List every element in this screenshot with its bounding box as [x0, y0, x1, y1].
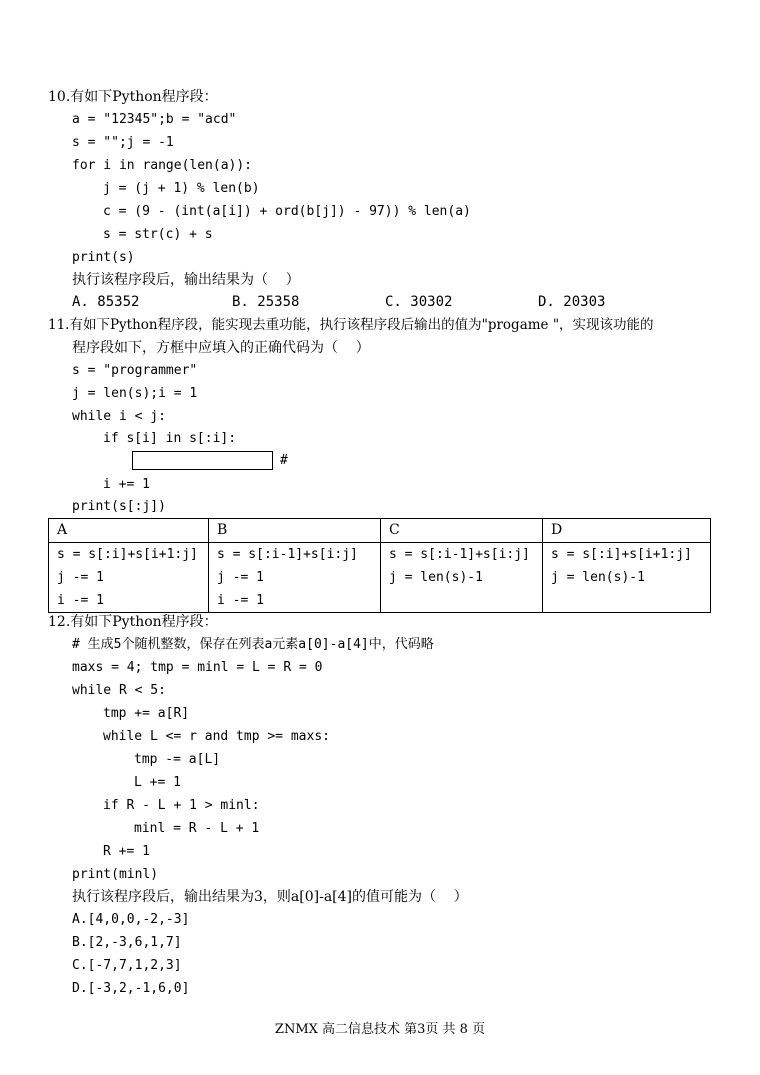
- table-cell-b: [209, 543, 381, 613]
- table-cell-d: [543, 543, 711, 613]
- cell-line: s = s[:i-1]+s[i:j]: [217, 547, 358, 562]
- cell-line: s = s[:i]+s[i+1:j]: [57, 547, 198, 562]
- q12-code-line: print(minl): [72, 867, 159, 882]
- q11-code-line: i += 1: [103, 477, 150, 492]
- cell-line: s = s[:i]+s[i+1:j]: [551, 547, 692, 562]
- q12-option-c: C.[-7,7,1,2,3]: [72, 958, 182, 973]
- q11-title-cont: 程序段如下，方框中应填入的正确代码为（ ）: [72, 340, 370, 356]
- table-header-c: C: [381, 519, 543, 543]
- q11-code-line: print(s[:j]): [72, 499, 166, 514]
- cell-line: j -= 1: [217, 570, 264, 585]
- q12-code-line: # 生成5个随机整数，保存在列表a元素a[0]-a[4]中，代码略: [72, 637, 434, 652]
- q10-option-b: B. 25358: [232, 294, 300, 310]
- q12-prompt: 执行该程序段后，输出结果为3，则a[0]-a[4]的值可能为（ ）: [72, 889, 468, 905]
- q10-option-c: C. 30302: [385, 294, 453, 310]
- q10-code-line: for i in range(len(a)):: [72, 158, 253, 173]
- q11-code-line: if s[i] in s[:i]:: [103, 431, 237, 446]
- comment-mark: #: [280, 453, 288, 468]
- q10-title: 10.有如下Python程序段：: [48, 89, 218, 105]
- q12-code-line: tmp -= a[L]: [134, 752, 221, 767]
- q10-code-line: a = "12345";b = "acd": [72, 112, 237, 127]
- answer-blank-box: [132, 451, 273, 470]
- cell-line: j -= 1: [57, 570, 104, 585]
- page-footer: ZNMX 高二信息技术 第3页 共 8 页: [274, 1022, 486, 1037]
- q12-code-line: if R - L + 1 > minl:: [103, 798, 260, 813]
- table-cell-c: [381, 543, 543, 613]
- q12-code-line: minl = R - L + 1: [134, 821, 260, 836]
- q11-code-line: j = len(s);i = 1: [72, 386, 198, 401]
- cell-line: i -= 1: [217, 593, 264, 608]
- table-header-d: D: [543, 519, 711, 543]
- q12-code-line: tmp += a[R]: [103, 706, 190, 721]
- q10-code-line: c = (9 - (int(a[i]) + ord(b[j]) - 97)) % len(a): [103, 204, 471, 219]
- cell-line: s = s[:i-1]+s[i:j]: [389, 547, 530, 562]
- q11-code-line: s = "programmer": [72, 363, 198, 378]
- q12-option-a: A.[4,0,0,-2,-3]: [72, 912, 190, 927]
- q12-title: 12.有如下Python程序段：: [48, 614, 218, 630]
- q12-code-line: while L <= r and tmp >= maxs:: [103, 729, 330, 744]
- q10-prompt: 执行该程序段后，输出结果为（ ）: [72, 272, 300, 288]
- q11-title: 11.有如下Python程序段，能实现去重功能，执行该程序段后输出的值为"progame "，实现该功能的: [48, 317, 654, 333]
- q10-code-line: s = "";j = -1: [72, 135, 174, 150]
- table-header-b: B: [209, 519, 381, 543]
- q12-option-b: B.[2,-3,6,1,7]: [72, 935, 182, 950]
- q12-option-d: D.[-3,2,-1,6,0]: [72, 981, 190, 996]
- cell-line: i -= 1: [57, 593, 104, 608]
- q10-code-line: j = (j + 1) % len(b): [103, 181, 260, 196]
- q10-option-d: D. 20303: [538, 294, 606, 310]
- q12-code-line: while R < 5:: [72, 683, 166, 698]
- q12-code-line: maxs = 4; tmp = minl = L = R = 0: [72, 660, 323, 675]
- q11-options-table: [48, 518, 711, 613]
- q10-code-line: s = str(c) + s: [103, 227, 213, 242]
- table-cell-a: [49, 543, 209, 613]
- q12-code-line: L += 1: [134, 775, 181, 790]
- table-header-a: A: [49, 519, 209, 543]
- q10-code-line: print(s): [72, 250, 135, 265]
- q11-code-line: while i < j:: [72, 409, 166, 424]
- q12-code-line: R += 1: [103, 844, 150, 859]
- cell-line: j = len(s)-1: [551, 570, 645, 585]
- cell-line: j = len(s)-1: [389, 570, 483, 585]
- q10-option-a: A. 85352: [72, 294, 140, 310]
